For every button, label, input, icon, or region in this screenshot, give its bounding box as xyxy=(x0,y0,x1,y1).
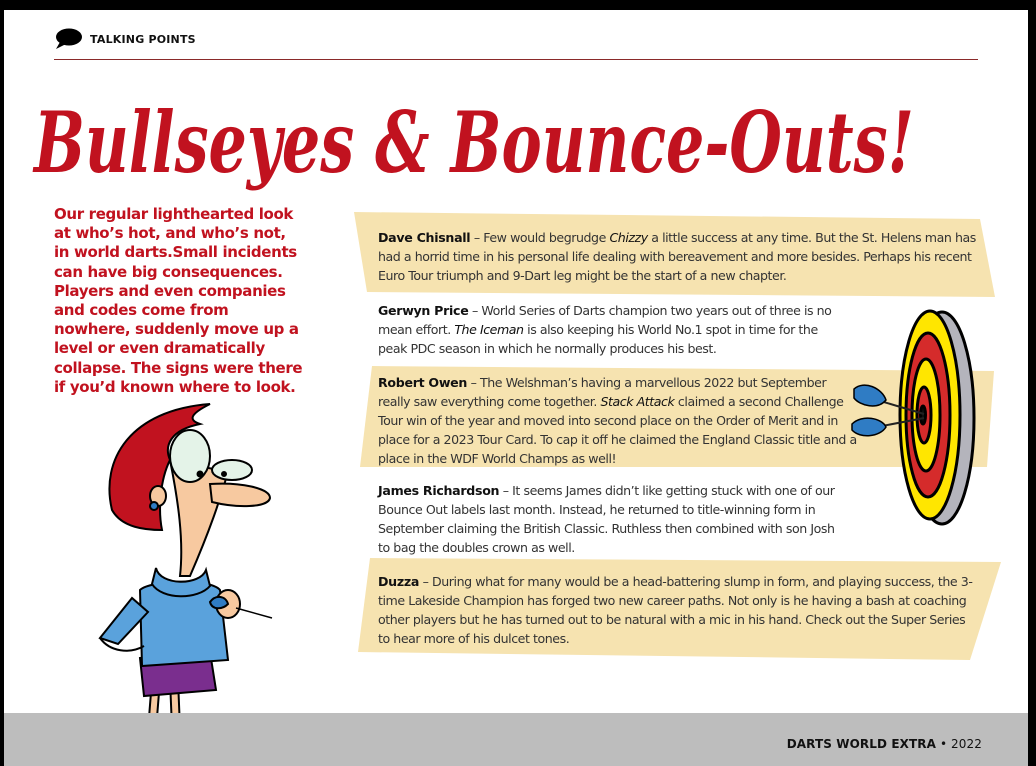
header-rule xyxy=(54,59,978,60)
footer-separator: • xyxy=(939,737,948,751)
page-footer xyxy=(787,737,982,751)
player-name: James Richardson xyxy=(378,483,500,498)
footer-year: 2022 xyxy=(951,737,982,751)
item-text: is also keeping his World No.1 spot in time for the peak PDC season in which he normally produces his best. xyxy=(378,322,818,356)
item-entry xyxy=(378,572,978,648)
item-text: claimed a second Challenge Tour win of the year and moved into second place on the Order of Merit and in place for a 2023 Tour Card. To cap it off he claimed the England Classic title and a place in the WDF World Champs as well! xyxy=(378,394,857,466)
item-entry xyxy=(378,228,978,285)
magazine-page xyxy=(4,10,1028,766)
player-name: Duzza xyxy=(378,574,420,589)
cartoon-woman-illustration xyxy=(60,390,300,766)
nickname: Stack Attack xyxy=(600,394,675,409)
page-title xyxy=(28,72,1008,202)
player-name: Dave Chisnall xyxy=(378,230,471,245)
item-text: – World Series of Darts champion two years out of three is no mean effort. xyxy=(378,303,832,337)
player-name: Robert Owen xyxy=(378,375,468,390)
item-text: – During what for many would be a head-battering slump in form, and playing success, the 3-time Lakeside Champion has forged two new career paths. Not only is he having a bash at coaching other players but he has turned out to be natural with a mic in his hand. Check out the Super Series to hear more of his dulcet tones. xyxy=(378,574,973,646)
dartboard-illustration xyxy=(842,300,992,530)
item-text: a little success at any time. But the St. Helens man has had a horrid time in his personal life dealing with bereavement and more besides. Perhaps his recent Euro Tour triumph and 9-Dart leg might be the start of a new chapter. xyxy=(378,230,976,283)
item-text: – Few would begrudge xyxy=(470,230,610,245)
nickname: Chizzy xyxy=(609,230,648,245)
page-title-text: Bullseyes & Bounce-Outs! xyxy=(32,93,914,192)
item-entry xyxy=(378,301,848,358)
item-entry xyxy=(378,481,838,557)
item-text: – It seems James didn’t like getting stuck with one of our Bounce Out labels last month. Instead, he returned to title-winning form in September claiming the British Classic. Ruthless then combined with son Josh to bag the doubles crown as well. xyxy=(378,483,835,555)
footer-publication: DARTS WORLD EXTRA xyxy=(786,737,937,751)
speech-bubble-icon xyxy=(54,28,82,50)
item-text: – The Welshman’s having a marvellous 2022 but September really saw everything come together. xyxy=(378,375,827,409)
intro-paragraph: Our regular lighthearted look at who’s hot, and who’s not, in world darts.Small incidents can have big consequences. Players and even companies and codes come from nowhere, suddenly move up a level or even dramatically collapse. The signs were there if you’d known where to look. xyxy=(54,205,303,396)
player-name: Gerwyn Price xyxy=(378,303,469,318)
item-entry xyxy=(378,373,858,468)
section-header xyxy=(54,28,196,50)
section-label: TALKING POINTS xyxy=(90,32,196,46)
nickname: The Iceman xyxy=(454,322,524,337)
